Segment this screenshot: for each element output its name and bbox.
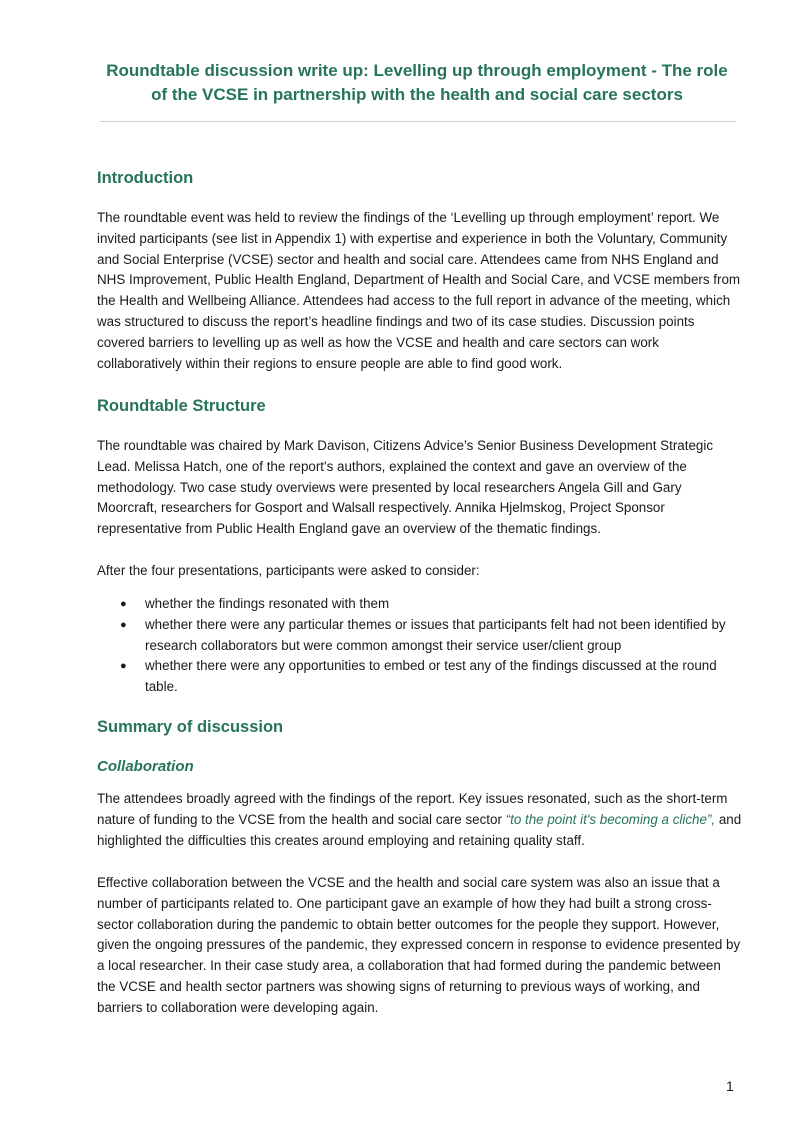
- introduction-paragraph: The roundtable event was held to review the findings of the ‘Levelling up through employment’ report. We invited participants (see list in Appendix 1) with expertise and experience in both the Voluntary, Community and Social Enterprise (VCSE) sector and health and social care. Attendees came from NHS England and NHS Improvement, Public Health England, Department of Health and Social Care, and VCSE members from the Health and Wellbeing Alliance. Attendees had access to the full report in advance of the meeting, which was structured to discuss the report’s headline findings and two of its case studies. Discussion points covered barriers to levelling up as well as how the VCSE and health and care sectors can work collaboratively within their regions to ensure people are able to find good work.: [97, 210, 741, 371]
- list-item: [97, 615, 742, 657]
- summary-paragraph-2: Effective collaboration between the VCSE and the health and social care system was also an issue that a number of participants related to. One participant gave an example of how they had built a strong cross-sector collaboration during the pandemic to obtain better outcomes for the people they support. However, given the ongoing pressures of the pandemic, they expressed concern in response to evidence presented by a local researcher. In their case study area, a collaboration that had formed during the pandemic between the VCSE and health sector partners was showing signs of returning to previous ways of working, and barriers to collaboration were developing again.: [97, 875, 741, 1015]
- bullet-icon: ●: [120, 618, 127, 631]
- list-item: [97, 656, 742, 698]
- bullet-icon: ●: [120, 598, 127, 610]
- introduction-heading: Introduction: [97, 169, 194, 187]
- collaboration-subheading: Collaboration: [97, 758, 194, 775]
- summary-paragraph-1-tail: and highlighted the difficulties this creates around employing and retaining quality staff.: [97, 811, 742, 848]
- consideration-list: [97, 594, 742, 698]
- list-item-text: whether there were any opportunities to embed or test any of the findings discussed at the round table.: [145, 658, 717, 695]
- title-divider: [100, 121, 736, 122]
- bullet-icon: ●: [120, 660, 127, 673]
- list-item-text: whether the findings resonated with them: [145, 596, 390, 611]
- document-title: Roundtable discussion write up: Levelling up through employment - The role of the VCSE in partnership with the health and social care sectors: [106, 61, 728, 104]
- list-item-text: whether there were any particular themes or issues that participants felt had not been identified by research collaborators but were common amongst their service user/client group: [145, 616, 726, 653]
- summary-paragraph-1-lead: The attendees broadly agreed with the findings of the report. Key issues resonated, such as the short-term nature of funding to the VCSE from the health and social care sector: [97, 791, 728, 827]
- roundtable-structure-heading: Roundtable Structure: [97, 397, 266, 415]
- summary-paragraph-1: [97, 789, 742, 851]
- summary-heading: Summary of discussion: [97, 718, 284, 736]
- list-item: [97, 594, 742, 615]
- structure-paragraph-2: After the four presentations, participants were asked to consider:: [97, 563, 480, 578]
- structure-paragraph-1: The roundtable was chaired by Mark Davison, Citizens Advice’s Senior Business Development Strategic Lead. Melissa Hatch, one of the report's authors, explained the context and gave an overview of the methodology. Two case study overviews were presented by local researchers Angela Gill and Gary Moorcraft, researchers for Gosport and Walsall respectively. Annika Hjelmskog, Project Sponsor representative from Public Health England gave an overview of the thematic findings.: [97, 438, 714, 537]
- participant-quote: “to the point it's becoming a cliche”,: [505, 811, 716, 827]
- page-number: 1: [726, 1078, 734, 1094]
